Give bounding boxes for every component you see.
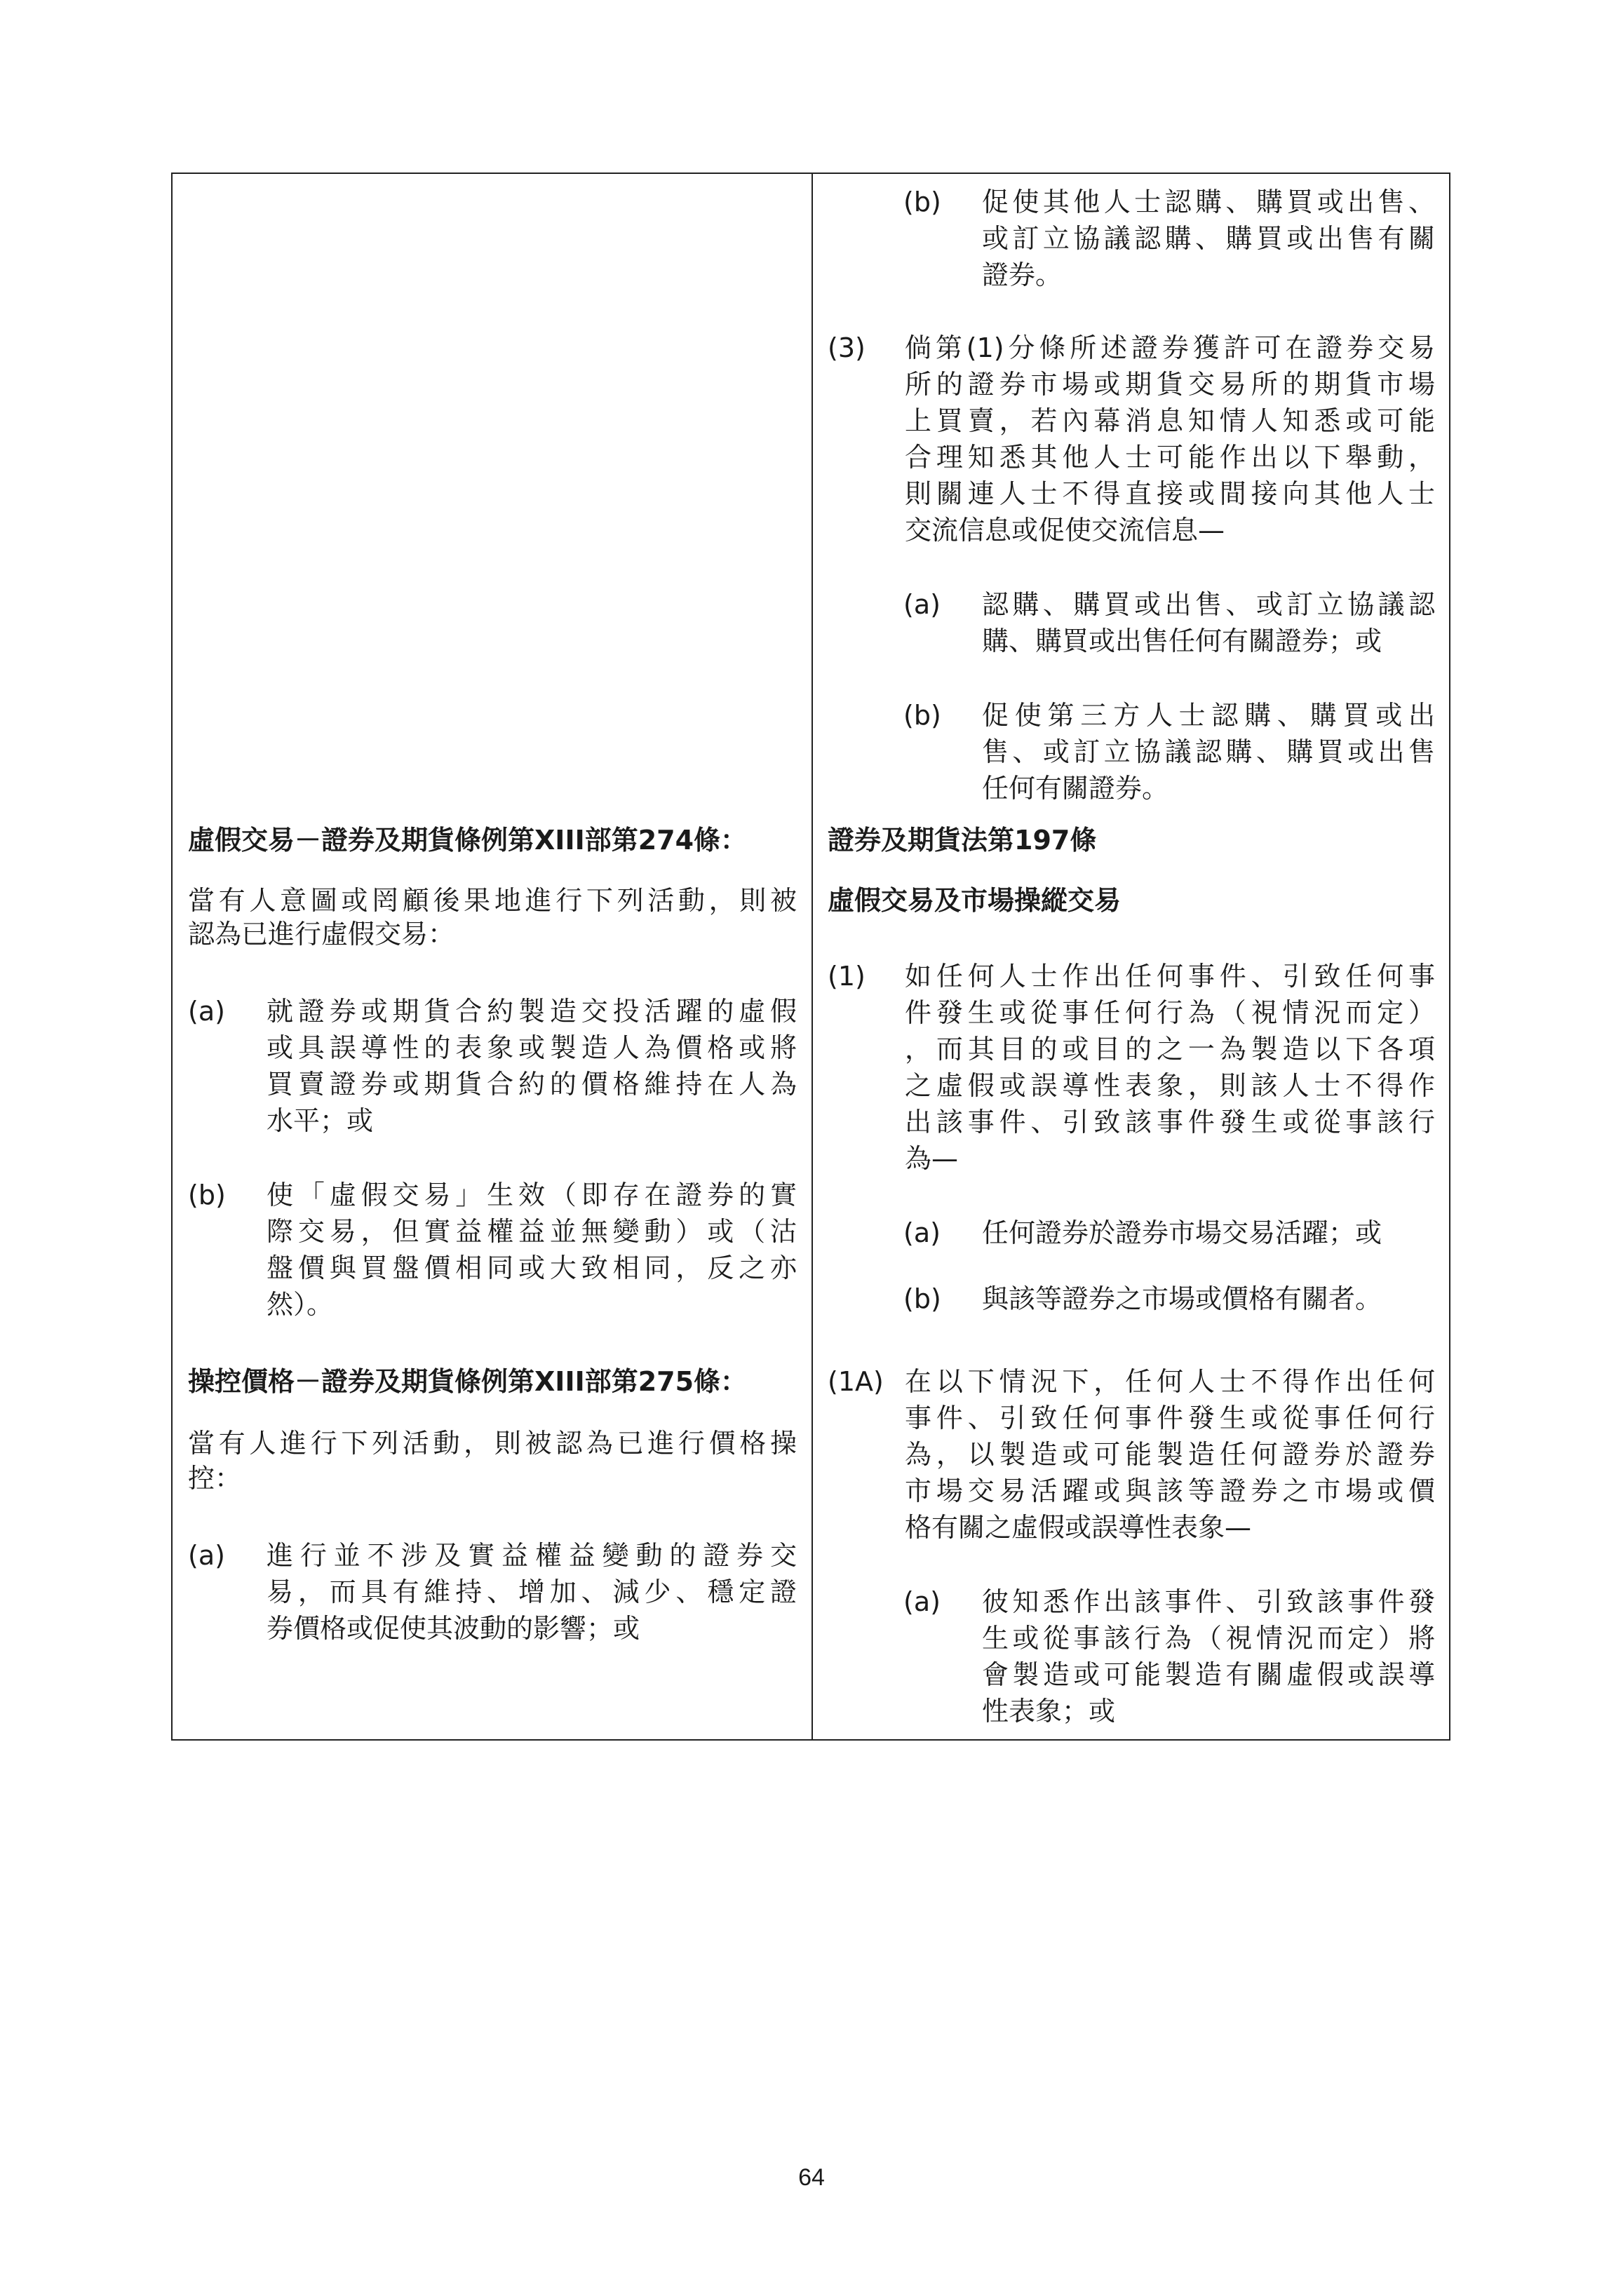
p1A-line-5: 格有關之虛假或誤導性表象— xyxy=(905,1512,1252,1543)
p3-b-marker: (b) xyxy=(903,700,941,731)
s274-a-marker: (a) xyxy=(188,996,225,1027)
page-number: 64 xyxy=(798,2164,825,2191)
p3-a-line-1: 認購、購買或出售、或訂立協議認 xyxy=(982,589,1435,620)
s275-a-line-2: 易，而具有維持、增加、減少、穩定證 xyxy=(267,1576,797,1607)
s275-a-line-1: 進行並不涉及實益權益變動的證券交 xyxy=(267,1540,797,1571)
p3-line-5: 則關連人士不得直接或間接向其他人士 xyxy=(905,478,1435,509)
p3-line-3: 上買賣，若內幕消息知情人知悉或可能 xyxy=(905,405,1435,436)
p3-a-line-2: 購、購買或出售任何有關證券；或 xyxy=(982,626,1382,656)
s275-intro-line-2: 控： xyxy=(188,1463,242,1494)
s274-b-line-1: 使「虛假交易」生效（即存在證券的實 xyxy=(267,1180,797,1210)
s274-a-line-4: 水平；或 xyxy=(267,1105,374,1136)
top-b-line-1: 促使其他人士認購、購買或出售、 xyxy=(982,187,1435,217)
p1A-a-line-4: 性表象；或 xyxy=(982,1696,1116,1727)
top-b-line-3: 證券。 xyxy=(982,259,1063,290)
s274-a-line-2: 或具誤導性的表象或製造人為價格或將 xyxy=(267,1032,797,1063)
s274-heading: 虛假交易－證券及期貨條例第XIII部第274條： xyxy=(188,825,748,856)
p1-line-6: 為— xyxy=(905,1143,959,1174)
p3-line-1: 倘第(1)分條所述證券獲許可在證券交易 xyxy=(905,332,1435,363)
p1A-a-line-2: 生或從事該行為（視情況而定）將 xyxy=(982,1623,1435,1654)
s197-subheading: 虛假交易及市場操縱交易 xyxy=(828,885,1122,916)
s274-b-line-4: 然）。 xyxy=(267,1289,334,1320)
comparison-table xyxy=(171,173,1450,1741)
p1A-marker: (1A) xyxy=(828,1366,884,1397)
p1A-a-line-3: 會製造或可能製造有關虛假或誤導 xyxy=(982,1659,1435,1690)
s197-heading: 證券及期貨法第197條 xyxy=(828,825,1097,856)
p1-line-3: ，而其目的或目的之一為製造以下各項 xyxy=(905,1034,1435,1065)
p3-b-line-1: 促使第三方人士認購、購買或出 xyxy=(982,700,1435,731)
p3-b-line-3: 任何有關證券。 xyxy=(982,773,1169,804)
p1-a-marker: (a) xyxy=(903,1217,941,1248)
s274-intro-line-1: 當有人意圖或罔顧後果地進行下列活動，則被 xyxy=(188,885,797,916)
p1-line-5: 出該事件、引致該事件發生或從事該行 xyxy=(905,1107,1435,1137)
top-b-line-2: 或訂立協議認購、購買或出售有關 xyxy=(982,223,1435,254)
p3-line-2: 所的證券市場或期貨交易所的期貨市場 xyxy=(905,369,1435,400)
s275-intro-line-1: 當有人進行下列活動，則被認為已進行價格操 xyxy=(188,1428,797,1459)
p1-line-1: 如任何人士作出任何事件、引致任何事 xyxy=(905,961,1435,992)
p3-marker: (3) xyxy=(828,332,866,363)
s274-b-marker: (b) xyxy=(188,1180,226,1210)
p1A-line-4: 市場交易活躍或與該等證券之市場或價 xyxy=(905,1475,1435,1506)
s275-a-line-3: 券價格或促使其波動的影響；或 xyxy=(267,1613,640,1644)
top-b-marker: (b) xyxy=(903,187,941,217)
p1A-line-3: 為，以製造或可能製造任何證券於證券 xyxy=(905,1439,1435,1470)
s274-b-line-3: 盤價與買盤價相同或大致相同，反之亦 xyxy=(267,1252,797,1283)
p1-b-text: 與該等證券之市場或價格有關者。 xyxy=(982,1283,1382,1314)
p1-b-marker: (b) xyxy=(903,1283,941,1314)
s274-a-line-3: 買賣證券或期貨合約的價格維持在人為 xyxy=(267,1069,797,1100)
p3-a-marker: (a) xyxy=(903,589,941,620)
p1-a-text: 任何證券於證券市場交易活躍；或 xyxy=(982,1217,1382,1248)
p1A-line-2: 事件、引致任何事件發生或從事任何行 xyxy=(905,1403,1435,1433)
p3-line-4: 合理知悉其他人士可能作出以下舉動， xyxy=(905,442,1435,473)
s274-a-line-1: 就證券或期貨合約製造交投活躍的虛假 xyxy=(267,996,797,1027)
s274-intro-line-2: 認為已進行虛假交易： xyxy=(188,919,455,950)
p1-line-4: 之虛假或誤導性表象，則該人士不得作 xyxy=(905,1070,1435,1101)
p3-b-line-2: 售、或訂立協議認購、購買或出售 xyxy=(982,736,1435,767)
p1-line-2: 件發生或從事任何行為（視情況而定） xyxy=(905,997,1435,1028)
p3-line-6: 交流信息或促使交流信息— xyxy=(905,515,1225,546)
p1A-a-marker: (a) xyxy=(903,1586,941,1617)
p1-marker: (1) xyxy=(828,961,866,992)
s274-b-line-2: 際交易，但實益權益並無變動）或（沽 xyxy=(267,1216,797,1247)
s275-heading: 操控價格－證券及期貨條例第XIII部第275條： xyxy=(188,1366,748,1397)
p1A-line-1: 在以下情況下，任何人士不得作出任何 xyxy=(905,1366,1435,1397)
p1A-a-line-1: 彼知悉作出該事件、引致該事件發 xyxy=(982,1586,1435,1617)
s275-a-marker: (a) xyxy=(188,1540,225,1571)
column-divider xyxy=(812,174,813,1739)
